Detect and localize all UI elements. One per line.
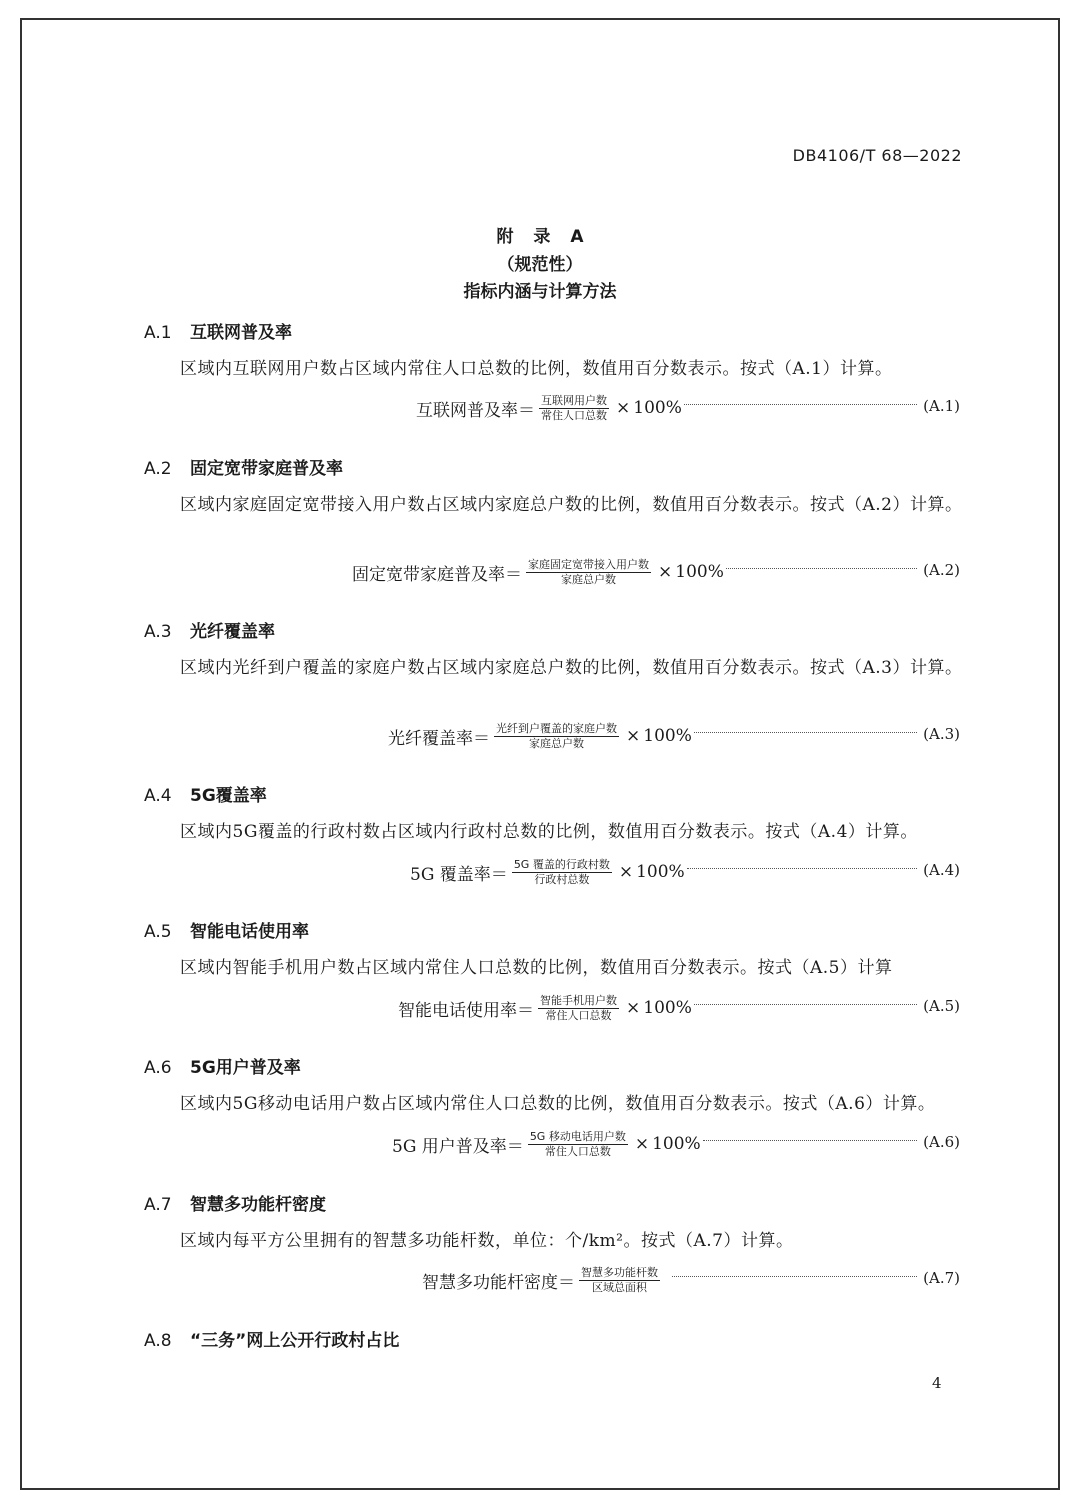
section-description: 区域内光纤到户覆盖的家庭户数占区域内家庭总户数的比例，数值用百分数表示。按式（A.3）计算。: [180, 658, 963, 678]
multiply-sign: ×: [626, 998, 641, 1018]
formula: [144, 550, 960, 594]
multiply-sign: ×: [634, 1134, 650, 1154]
percent-factor: 100%: [675, 562, 724, 582]
formula: [144, 1122, 960, 1166]
dot-leader: [694, 732, 917, 733]
formula-fraction: [512, 858, 612, 887]
formula-lhs: 5G 用户普及率＝: [392, 1136, 524, 1157]
formula-lhs: 光纤覆盖率＝: [388, 728, 490, 749]
section-heading: [144, 318, 292, 343]
fraction-denominator: 常住人口总数: [544, 1144, 611, 1158]
formula: [144, 850, 960, 894]
fraction-numerator: 智能手机用户数: [540, 993, 617, 1007]
formula-lhs: 5G 覆盖率＝: [410, 864, 508, 885]
section-heading: [144, 617, 275, 642]
section-number: A.8: [144, 1331, 172, 1351]
formula-expression: [392, 1122, 701, 1166]
section-title: 智慧多功能杆密度: [190, 1195, 326, 1215]
fraction-denominator: 常住人口总数: [545, 1008, 612, 1022]
fraction-numerator: 家庭固定宽带接入用户数: [528, 557, 649, 571]
fraction-denominator: 家庭总户数: [561, 572, 616, 586]
formula-expression: [422, 1258, 670, 1302]
equation-number: (A.7): [923, 1269, 960, 1287]
formula-fraction: [579, 1266, 660, 1295]
dot-leader: [694, 1004, 917, 1005]
formula-expression: [352, 550, 724, 594]
section-number: A.4: [144, 786, 172, 806]
formula: [144, 986, 960, 1030]
formula-lhs: 智能电话使用率＝: [398, 1000, 534, 1021]
section-title: 互联网普及率: [190, 323, 292, 343]
dot-leader: [726, 568, 917, 569]
multiply-sign: ×: [626, 726, 641, 746]
fraction-numerator: 5G 移动电话用户数: [529, 1129, 626, 1143]
formula: [144, 1258, 960, 1302]
page-number: 4: [932, 1374, 942, 1392]
appendix-title: 指标内涵与计算方法: [463, 282, 617, 302]
formula-lhs: 智慧多功能杆密度＝: [422, 1272, 575, 1293]
fraction-numerator: 5G 覆盖的行政村数: [513, 857, 610, 871]
formula-expression: [416, 386, 682, 430]
formula-fraction: [528, 1130, 628, 1159]
equation-number: (A.6): [923, 1133, 960, 1151]
formula-lhs: 固定宽带家庭普及率＝: [352, 564, 522, 585]
section-title: 固定宽带家庭普及率: [190, 459, 343, 479]
equation-number: (A.1): [923, 397, 960, 415]
percent-factor: 100%: [643, 726, 692, 746]
formula-fraction: [538, 994, 619, 1023]
formula-fraction: [494, 722, 619, 751]
section-heading: [144, 1053, 301, 1078]
dot-leader: [684, 404, 917, 405]
formula: [144, 386, 960, 430]
section-number: A.1: [144, 323, 172, 343]
formula-fraction: [539, 394, 609, 423]
section-number: A.3: [144, 622, 172, 642]
percent-factor: 100%: [636, 862, 685, 882]
appendix-type: （规范性）: [497, 255, 583, 275]
percent-factor: 100%: [633, 398, 682, 418]
section-number: A.5: [144, 922, 172, 942]
fraction-numerator: 智慧多功能杆数: [581, 1265, 658, 1279]
document-code: DB4106/T 68—2022: [792, 146, 962, 165]
multiply-sign: ×: [618, 862, 634, 882]
section-heading: [144, 917, 309, 942]
section-heading: [144, 1326, 399, 1351]
fraction-denominator: 家庭总户数: [529, 736, 584, 750]
section-title: “三务”网上公开行政村占比: [190, 1331, 400, 1351]
section-heading: [144, 781, 267, 806]
section-number: A.7: [144, 1195, 172, 1215]
formula-fraction: [526, 558, 651, 587]
fraction-denominator: 常住人口总数: [541, 408, 607, 422]
section-number: A.2: [144, 459, 172, 479]
section-title: 5G覆盖率: [190, 786, 267, 806]
section-description: 区域内智能手机用户数占区域内常住人口总数的比例，数值用百分数表示。按式（A.5）计算: [180, 958, 893, 978]
formula-expression: [398, 986, 692, 1030]
formula-lhs: 互联网普及率＝: [416, 400, 535, 421]
multiply-sign: ×: [658, 562, 673, 582]
fraction-numerator: 互联网用户数: [541, 393, 607, 407]
dot-leader: [687, 868, 917, 869]
multiply-sign: ×: [616, 398, 631, 418]
formula-expression: [410, 850, 685, 894]
equation-number: (A.2): [923, 561, 960, 579]
equation-number: (A.4): [923, 861, 960, 879]
dot-leader: [703, 1140, 917, 1141]
section-heading: [144, 1190, 326, 1215]
appendix-label: 附 录 A: [496, 227, 584, 247]
dot-leader: [672, 1276, 917, 1277]
section-title: 智能电话使用率: [190, 922, 309, 942]
section-description: 区域内每平方公里拥有的智慧多功能杆数，单位：个/km²。按式（A.7）计算。: [180, 1231, 794, 1251]
section-heading: [144, 454, 343, 479]
section-description: 区域内5G移动电话用户数占区域内常住人口总数的比例，数值用百分数表示。按式（A.6）计算。: [180, 1094, 936, 1114]
section-description: 区域内家庭固定宽带接入用户数占区域内家庭总户数的比例，数值用百分数表示。按式（A.2）计算。: [180, 495, 963, 515]
fraction-numerator: 光纤到户覆盖的家庭户数: [496, 721, 617, 735]
fraction-denominator: 行政村总数: [534, 872, 590, 886]
section-number: A.6: [144, 1058, 172, 1078]
formula: [144, 714, 960, 758]
percent-factor: 100%: [652, 1134, 701, 1154]
section-title: 光纤覆盖率: [190, 622, 275, 642]
fraction-denominator: 区域总面积: [592, 1280, 647, 1294]
formula-expression: [388, 714, 692, 758]
equation-number: (A.3): [923, 725, 960, 743]
section-description: 区域内5G覆盖的行政村数占区域内行政村总数的比例，数值用百分数表示。按式（A.4）计算。: [180, 822, 918, 842]
equation-number: (A.5): [923, 997, 960, 1015]
section-description: 区域内互联网用户数占区域内常住人口总数的比例，数值用百分数表示。按式（A.1）计算。: [180, 359, 893, 379]
percent-factor: 100%: [643, 998, 692, 1018]
section-title: 5G用户普及率: [190, 1058, 301, 1078]
